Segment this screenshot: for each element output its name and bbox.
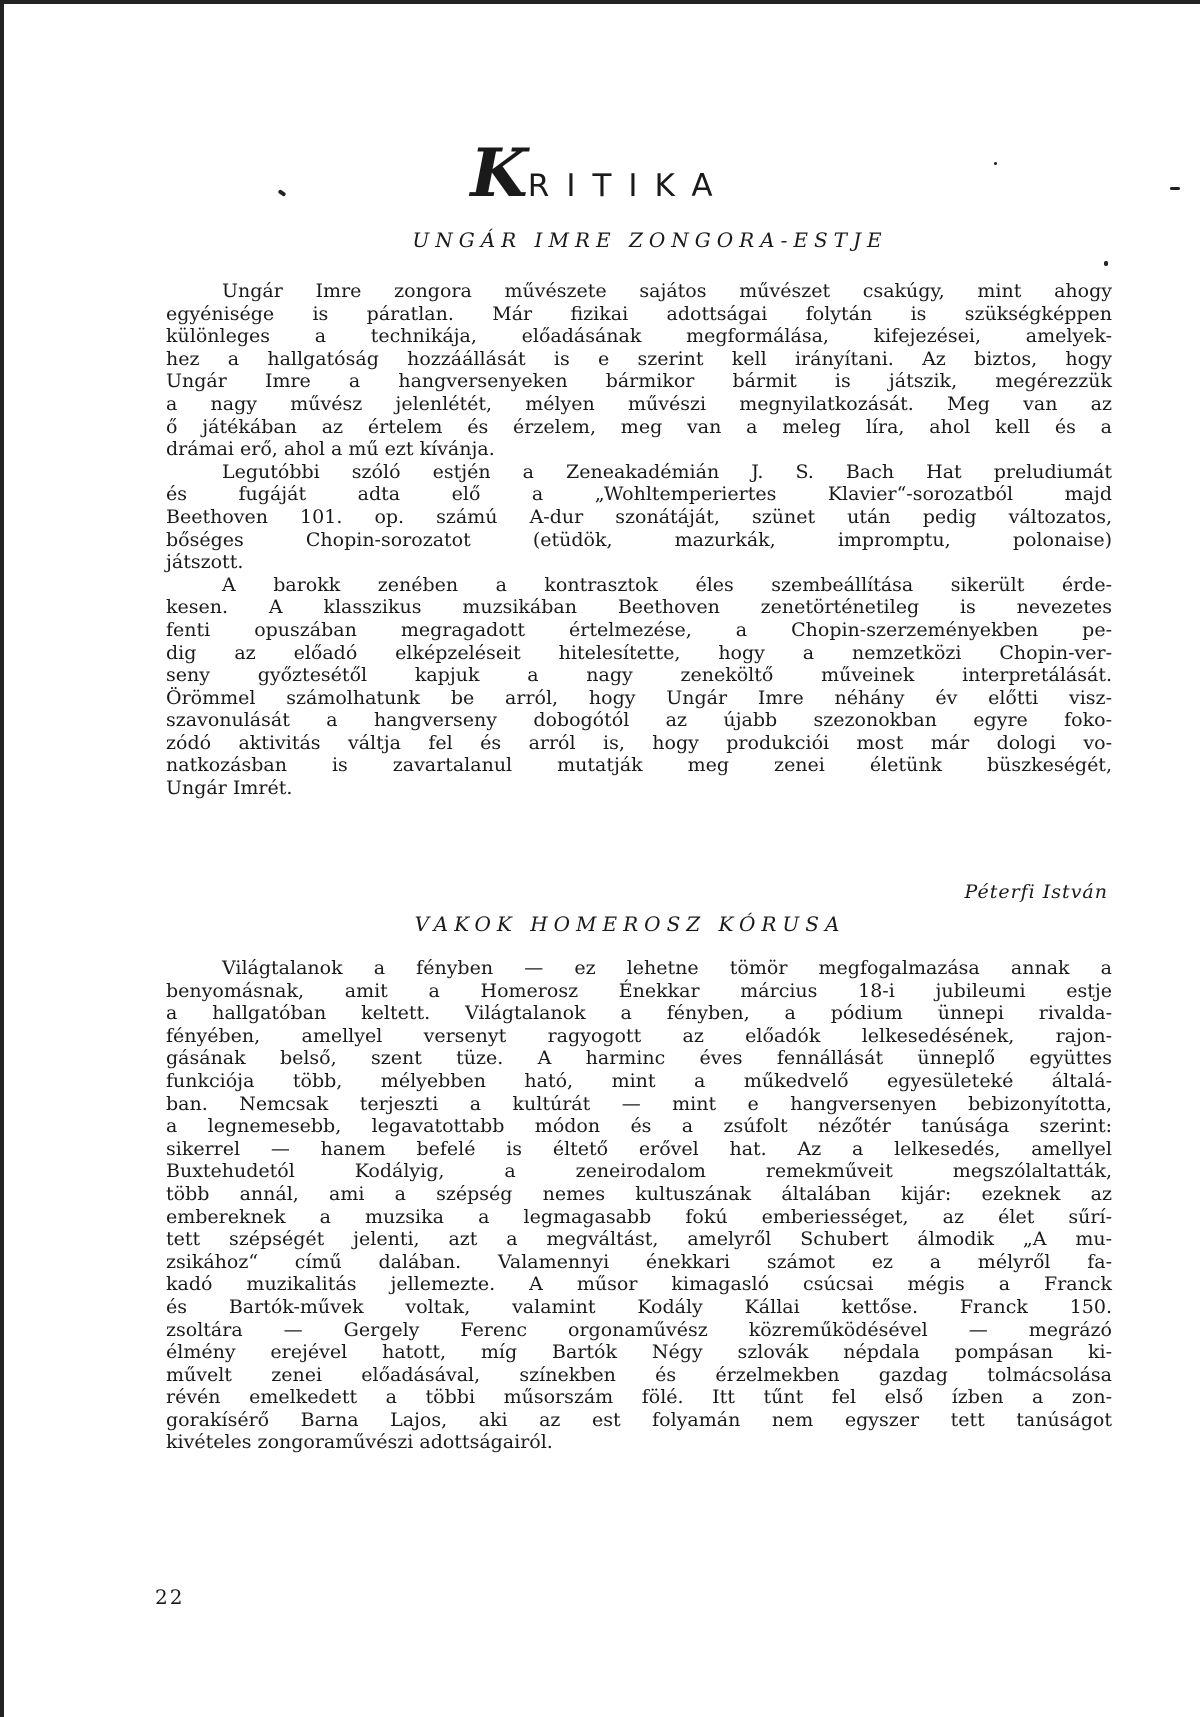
text-line: kesen. A klasszikus muzsikában Beethoven zenetörténetileg is nevezetes	[166, 596, 1112, 619]
text-line: sikerrel — hanem befelé is éltető erővel hat. Az a lelkesedés, amellyel	[166, 1137, 1112, 1160]
text-line: révén emelkedett a többi műsorszám fölé. Itt tűnt fel első ízben a zon-	[166, 1386, 1112, 1409]
text-line: embereknek a muzsika a legmagasabb fokú emberiességet, az élet sűrí-	[166, 1205, 1112, 1228]
article-body	[166, 280, 1112, 800]
text-line: gorakísérő Barna Lajos, aki az est folyamán nem egyszer tett tanúságot	[166, 1408, 1112, 1431]
text-line: tett szépségét jelenti, azt a megváltást, amelyről Schubert álmodik „A mu-	[166, 1228, 1112, 1251]
text-line: natkozásban is zavartalanul mutatják meg zenei életünk büszkeségét,	[166, 754, 1112, 777]
header-text: RITIKA	[527, 168, 730, 204]
text-line: és Bartók-művek voltak, valamint Kodály Kállai kettőse. Franck 150.	[166, 1295, 1112, 1318]
text-line: hez a hallgatóság hozzáállását is e szerint kell irányítani. Az biztos, hogy	[166, 347, 1112, 370]
text-line: zódó aktivitás váltja fel és arról is, hogy produkciói most már dologi vo-	[166, 731, 1112, 754]
text-line: Ungár Imre a hangversenyeken bármikor bármit is játszik, megérezzük	[166, 370, 1112, 393]
text-line: zsikához“ című dalában. Valamennyi énekkari számot ez a mélyről fa-	[166, 1250, 1112, 1273]
text-line: Legutóbbi szóló estjén a Zeneakadémián J. S. Bach Hat preludiumát	[222, 460, 1112, 483]
text-line: ban. Nemcsak terjeszti a kultúrát — mint e hangversenyen bebizonyította,	[166, 1092, 1112, 1115]
text-line: bőséges Chopin-sorozatot (etüdök, mazurkák, impromptu, polonaise)	[166, 528, 1112, 551]
text-line: dig az előadó elképzeléseit hitelesítette, hogy a nemzetközi Chopin-ver-	[166, 641, 1112, 664]
article-body	[166, 957, 1112, 1454]
text-line: a hallgatóban keltett. Világtalanok a fényben, a pódium ünnepi rivalda-	[166, 1002, 1112, 1025]
text-line: funkciója több, mélyebben ható, mint a műkedvelő egyesületeké általá-	[166, 1069, 1112, 1092]
scan-border-left	[0, 0, 4, 1717]
article-title: VAKOK HOMEROSZ KÓRUSA	[414, 912, 846, 936]
text-line: szavonulását a hangverseny dobogótól az újabb szezonokban egyre foko-	[166, 709, 1112, 732]
text-line: művelt zenei előadásával, színekben és érzelmekben gazdag tolmácsolása	[166, 1363, 1112, 1386]
text-line: élmény erejével hatott, míg Bartók Négy szlovák népdala pompásan ki-	[166, 1341, 1112, 1364]
text-line: a nagy művész jelenlétét, mélyen művészi megnyilatkozását. Meg van az	[166, 392, 1112, 415]
text-line: Világtalanok a fényben — ez lehetne tömör megfogalmazása annak a	[222, 957, 1112, 979]
article-title: UNGÁR IMRE ZONGORA-ESTJE	[412, 228, 888, 252]
text-line: kadó muzikalitás jellemezte. A műsor kimagasló csúcsai mégis a Franck	[166, 1273, 1112, 1296]
text-line: különleges a technikája, előadásának megformálása, kifejezései, amelyek-	[166, 325, 1112, 348]
text-line: egyénisége is páratlan. Már fizikai adottságai folytán is szükségképpen	[166, 302, 1112, 325]
text-line: és fugáját adta elő a „Wohltemperiertes Klavier“-sorozatból majd	[166, 483, 1112, 506]
text-line: benyomásnak, amit a Homerosz Énekkar március 18-i jubileumi estje	[166, 979, 1112, 1002]
text-line: drámai erő, ahol a mű ezt kívánja.	[166, 438, 495, 461]
text-line: fenti opuszában megragadott értelmezése, a Chopin-szerzeményekben pe-	[166, 618, 1112, 641]
scan-speck	[1104, 261, 1108, 266]
text-line: gásának belső, szent tüze. A harminc éves fennállását ünneplő együttes	[166, 1047, 1112, 1070]
page-number: 22	[155, 1585, 185, 1609]
text-line: seny győztesétől kapjuk a nagy zeneköltő műveinek interpretálását.	[166, 664, 1112, 687]
text-line: A barokk zenében a kontrasztok éles szembeállítása sikerült érde-	[222, 573, 1112, 596]
section-header	[0, 134, 1200, 212]
text-line: fényében, amellyel versenyt ragyogott az előadók lelkesedésének, rajon-	[166, 1024, 1112, 1047]
text-line: ő játékában az értelem és érzelem, meg van a meleg líra, ahol kell és a	[166, 415, 1112, 438]
header-initial: K	[470, 134, 528, 212]
text-line: játszott.	[166, 551, 244, 574]
text-line: Ungár Imrét.	[166, 777, 293, 800]
text-line: zsoltára — Gergely Ferenc orgonaművész közreműködésével — megrázó	[166, 1318, 1112, 1341]
text-line: kivételes zongoraművészi adottságairól.	[166, 1431, 553, 1454]
text-line: Örömmel számolhatunk be arról, hogy Ungár Imre néhány év előtti visz-	[166, 686, 1112, 709]
text-line: több annál, ami a szépség nemes kultuszának általában kijár: ezeknek az	[166, 1182, 1112, 1205]
text-line: Ungár Imre zongora művészete sajátos művészet csakúgy, mint ahogy	[222, 280, 1112, 302]
text-line: a legnemesebb, legavatottabb módon és a zsúfolt nézőtér tanúsága szerint:	[166, 1115, 1112, 1138]
scan-border-top	[0, 0, 1200, 4]
author-signature: Péterfi István	[964, 881, 1108, 903]
text-line: Buxtehudetól Kodályig, a zeneirodalom remekműveit megszólaltatták,	[166, 1160, 1112, 1183]
text-line: Beethoven 101. op. számú A-dur szonátáját, szünet után pedig változatos,	[166, 505, 1112, 528]
